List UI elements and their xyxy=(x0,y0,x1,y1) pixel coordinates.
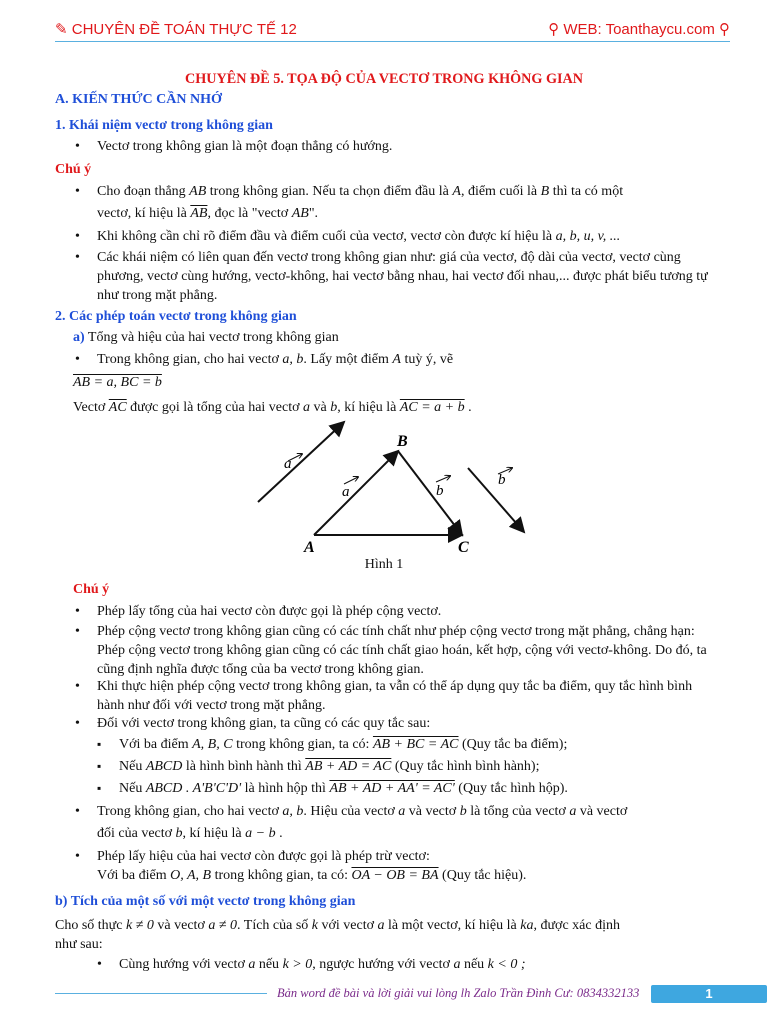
text: trong không gian. Nếu ta chọn điểm đầu là xyxy=(209,184,449,199)
text: , được xác định xyxy=(533,918,620,933)
math: A, B, C xyxy=(192,737,233,752)
text: Vectơ xyxy=(73,400,106,415)
math: ABCD xyxy=(145,759,183,774)
text: trong không gian, ta có: xyxy=(214,868,348,883)
text: Cùng hướng với vectơ xyxy=(119,957,245,972)
subsection-a xyxy=(73,328,339,347)
math: k < 0 ; xyxy=(487,957,526,972)
text: thì ta có một xyxy=(552,184,624,199)
math: b xyxy=(330,400,338,415)
rule-item xyxy=(119,735,567,754)
list-item xyxy=(97,802,717,821)
math: a xyxy=(569,804,577,819)
rule-item xyxy=(119,779,568,798)
math: k xyxy=(311,918,319,933)
math: a − b xyxy=(245,826,276,841)
list-item: • Các khái niệm có liên quan đến vectơ trong không gian như: giá của vectơ, độ dài của vectơ, vectơ cùng phương, vectơ cùng hướng, vectơ-không, hai vectơ bằng nhau, hai vectơ đối nhau,... được phát biểu tương tự như trong mặt phẳng. xyxy=(97,248,717,305)
text: Với ba điểm xyxy=(119,737,189,752)
point-A: A xyxy=(304,539,315,556)
label: a) xyxy=(73,330,85,345)
text: , ngược hướng với vectơ xyxy=(312,957,450,972)
math: a xyxy=(453,957,461,972)
list-item xyxy=(119,955,526,974)
list-item: • Khi thực hiện phép cộng vectơ trong không gian, ta vẫn có thể áp dụng quy tắc ba điểm, quy tắc hình bình hành như đối với vectơ trong mặt phẳng. xyxy=(97,677,717,715)
text: nếu xyxy=(258,957,280,972)
text: . Hiệu của vectơ xyxy=(303,804,395,819)
text: Cho đoạn thẳng xyxy=(97,184,186,199)
point-B: B xyxy=(397,433,408,450)
text: (Quy tắc hình bình hành); xyxy=(394,759,540,774)
math: A xyxy=(452,184,461,199)
text: , kí hiệu là xyxy=(337,400,397,415)
math: a xyxy=(398,804,406,819)
math: k > 0 xyxy=(282,957,313,972)
text: , đọc là "vectơ xyxy=(207,206,289,221)
header-left xyxy=(55,20,297,38)
text: nếu xyxy=(463,957,485,972)
text: là hình bình hành thì xyxy=(185,759,302,774)
section-1-heading: 1. Khái niệm vectơ trong không gian xyxy=(55,118,273,133)
label-arrow xyxy=(344,477,358,484)
list-item xyxy=(97,182,717,201)
math: AB + BC = AC xyxy=(372,737,459,752)
vector-figure xyxy=(240,418,540,558)
map-pin-icon: ⚲ xyxy=(719,21,730,38)
list-item: • Đối với vectơ trong không gian, ta cũng có các quy tắc sau: xyxy=(97,714,430,733)
text: được gọi là tổng của hai vectơ xyxy=(130,400,300,415)
math: ka xyxy=(520,918,534,933)
text: Với ba điểm xyxy=(97,868,167,883)
math: a xyxy=(377,918,385,933)
math: AB = a, BC = b xyxy=(73,375,162,390)
label-a: a xyxy=(284,456,292,472)
header-website[interactable]: WEB: Toanthaycu.com xyxy=(563,21,715,38)
text: với vectơ xyxy=(321,918,375,933)
text-line xyxy=(55,916,715,935)
text-line xyxy=(97,866,526,885)
label-a: a xyxy=(342,484,350,500)
math: b xyxy=(175,826,183,841)
label-arrow xyxy=(436,476,450,482)
text-line: như sau: xyxy=(55,937,103,952)
text: Khi không cần chỉ rõ điểm đầu và điểm cuối của vectơ, vectơ còn được kí hiệu là xyxy=(97,229,553,244)
math: B xyxy=(540,184,550,199)
text: đối của vectơ xyxy=(97,826,173,841)
page-header xyxy=(55,20,730,40)
equation xyxy=(73,373,162,392)
math: a, b, u, v, ... xyxy=(555,229,621,244)
math: A xyxy=(392,352,401,367)
note-heading: Chú ý xyxy=(55,162,92,177)
map-pin-icon: ⚲ xyxy=(548,21,560,38)
text: vectơ, kí hiệu là xyxy=(97,206,187,221)
list-item xyxy=(97,350,453,369)
text: là hình hộp thì xyxy=(244,781,326,796)
text: và vectơ xyxy=(408,804,457,819)
section-a-heading: A. KIẾN THỨC CẦN NHỚ xyxy=(55,92,222,107)
math: O, A, B xyxy=(170,868,212,883)
text: (Quy tắc hiệu). xyxy=(442,868,527,883)
math: a xyxy=(303,400,311,415)
math: a, b xyxy=(282,352,304,367)
math: k ≠ 0 xyxy=(125,918,154,933)
text-line xyxy=(97,204,318,223)
figure-caption: Hình 1 xyxy=(364,557,404,572)
vector-BC xyxy=(398,451,462,535)
text: . Lấy một điểm xyxy=(303,352,389,367)
text: trong không gian, ta có: xyxy=(236,737,370,752)
text: (Quy tắc ba điểm); xyxy=(461,737,568,752)
page-title: CHUYÊN ĐỀ 5. TỌA ĐỘ CỦA VECTƠ TRONG KHÔNG GIAN xyxy=(184,71,584,87)
text: là một vectơ, kí hiệu là xyxy=(388,918,517,933)
text: , điểm cuối là xyxy=(460,184,538,199)
text: và vectơ xyxy=(579,804,628,819)
note-heading: Chú ý xyxy=(73,582,110,597)
math: $\overline{AB}$ xyxy=(190,206,208,221)
list-item xyxy=(97,227,717,246)
math: ABCD . A'B'C'D' xyxy=(145,781,242,796)
header-right xyxy=(548,20,730,38)
math: AB xyxy=(189,184,207,199)
math: OA − OB = BA xyxy=(351,868,439,883)
point-C: C xyxy=(458,539,469,556)
label-b: b xyxy=(498,472,506,488)
text-line: Vectơ $\overline{AC}$ được gọi là tổng của hai vectơ a và b, kí hiệu là AC = a + b . xyxy=(73,400,472,415)
footer-divider xyxy=(55,993,267,994)
text: Nếu xyxy=(119,781,143,796)
header-divider xyxy=(55,41,730,42)
text: ". xyxy=(308,206,319,221)
header-title: CHUYÊN ĐỀ TOÁN THỰC TẾ 12 xyxy=(71,21,297,38)
text: . Tích của số xyxy=(237,918,309,933)
math: a ≠ 0 xyxy=(208,918,238,933)
label-b: b xyxy=(436,483,444,499)
list-item: • Phép lấy tổng của hai vectơ còn được gọi là phép cộng vectơ. xyxy=(97,602,441,621)
math: AB xyxy=(291,206,309,221)
list-item: • Vectơ trong không gian là một đoạn thẳng có hướng. xyxy=(97,137,392,156)
vector-a-free xyxy=(258,422,344,502)
page-number: 1 xyxy=(651,985,767,1003)
text: Trong không gian, cho hai vectơ xyxy=(97,804,279,819)
math: a xyxy=(248,957,256,972)
math: a, b xyxy=(282,804,304,819)
list-item: • Phép cộng vectơ trong không gian cũng có các tính chất như phép cộng vectơ trong mặt phẳng, chẳng hạn: Phép cộng vectơ trong không gian cũng có các tính chất giao hoán, kết hợp, cộng với vectơ-không. Do đó, ta cũng định nghĩa được tổng của ba vectơ trong không gian. xyxy=(97,622,717,679)
vector-AB xyxy=(314,451,398,535)
math: b xyxy=(459,804,467,819)
text: Tổng và hiệu của hai vectơ trong không gian xyxy=(87,330,339,345)
text-line: đối của vectơ b, kí hiệu là a − b . xyxy=(97,826,283,841)
math: AB + AD + AA' = AC' xyxy=(329,781,455,796)
list-item: • Phép lấy hiệu của hai vectơ còn được gọi là phép trừ vectơ: xyxy=(97,847,430,866)
text: và xyxy=(313,400,327,415)
text: là tổng của vectơ xyxy=(470,804,566,819)
math: $\overline{AC}$ xyxy=(108,400,127,415)
text: Nếu xyxy=(119,759,143,774)
section-2-heading: 2. Các phép toán vectơ trong không gian xyxy=(55,309,297,324)
text: và vectơ xyxy=(157,918,205,933)
math: AC = a + b xyxy=(399,400,465,415)
text: Cho số thực xyxy=(55,918,123,933)
rule-item xyxy=(119,757,539,776)
text: tuỳ ý, vẽ xyxy=(404,352,454,367)
section-b-heading: b) Tích của một số với một vectơ trong không gian xyxy=(55,894,356,909)
edit-icon: ✎ xyxy=(55,21,68,38)
math: AB + AD = AC xyxy=(305,759,392,774)
vector-b-free xyxy=(468,468,524,532)
text: (Quy tắc hình hộp). xyxy=(458,781,568,796)
text: Trong không gian, cho hai vectơ xyxy=(97,352,279,367)
footer-contact: Bản word đề bài và lời giải vui lòng lh Zalo Trần Đình Cư: 0834332133 xyxy=(277,986,640,1000)
text: , kí hiệu là xyxy=(182,826,242,841)
